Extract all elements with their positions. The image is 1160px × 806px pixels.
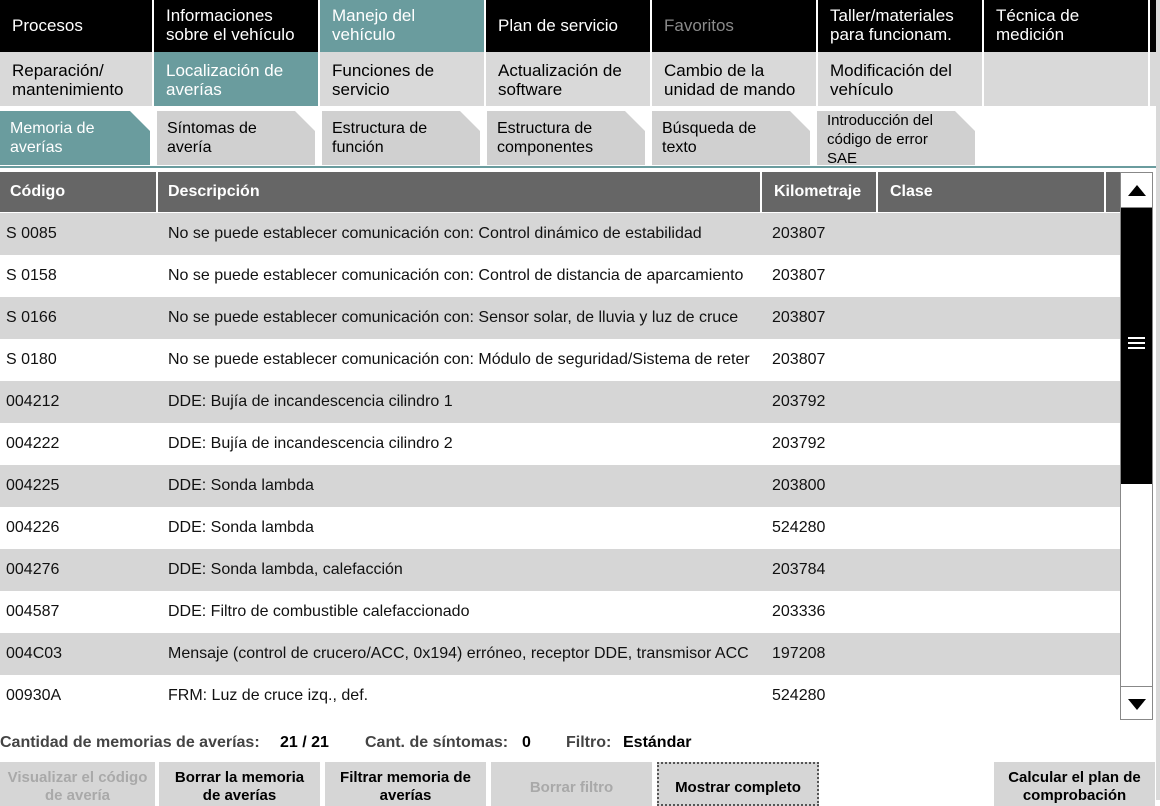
memory-count-value: 21 / 21 bbox=[280, 734, 329, 751]
cell-code: 004225 bbox=[6, 477, 60, 494]
tab-corner bbox=[790, 111, 810, 131]
scroll-down-button[interactable] bbox=[1120, 686, 1153, 720]
table-row[interactable] bbox=[0, 423, 1120, 465]
cell-mileage: 203807 bbox=[772, 267, 826, 284]
filter-value: Estándar bbox=[623, 734, 692, 751]
table-row[interactable] bbox=[0, 549, 1120, 591]
tab-corner bbox=[955, 111, 975, 131]
cell-description: No se puede establecer comunicación con: Módulo de seguridad/Sistema de reter bbox=[168, 351, 750, 368]
table-row[interactable] bbox=[0, 339, 1120, 381]
tab-underline bbox=[0, 166, 1160, 168]
cell-code: 004226 bbox=[6, 519, 60, 536]
subnav-software-update[interactable]: Actualización de software bbox=[486, 52, 650, 106]
nav-vehicle-info[interactable]: Informaciones sobre el vehículo bbox=[166, 6, 295, 44]
cell-code: 004C03 bbox=[6, 645, 63, 662]
cell-mileage: 203792 bbox=[772, 435, 826, 452]
tab-fault-memory[interactable] bbox=[0, 111, 150, 165]
cell-description: DDE: Bujía de incandescencia cilindro 2 bbox=[168, 435, 453, 452]
memory-count-label: Cantidad de memorias de averías: bbox=[0, 734, 260, 751]
calculate-test-plan-button[interactable]: Calcular el plan de comprobación bbox=[994, 762, 1155, 806]
tab-label: Búsqueda de texto bbox=[662, 120, 757, 156]
col-header-description[interactable]: Descripción bbox=[158, 172, 760, 212]
subnav-service-functions[interactable]: Funciones de servicio bbox=[320, 52, 484, 106]
nav-favorites[interactable]: Favoritos bbox=[664, 16, 734, 35]
table-row[interactable] bbox=[0, 465, 1120, 507]
col-header-code[interactable]: Código bbox=[0, 172, 156, 212]
tab-label: Estructura de componentes bbox=[497, 120, 594, 156]
cell-mileage: 203800 bbox=[772, 477, 826, 494]
cell-code: 004212 bbox=[6, 393, 60, 410]
subnav-empty bbox=[984, 52, 1148, 106]
cell-description: No se puede establecer comunicación con: Control dinámico de estabilidad bbox=[168, 225, 702, 242]
cell-mileage: 203807 bbox=[772, 351, 826, 368]
divider bbox=[1148, 52, 1150, 106]
tab-corner bbox=[295, 111, 315, 131]
nav-workshop[interactable]: Taller/materiales para funcionam. bbox=[830, 6, 954, 44]
subnav-vehicle-modification[interactable]: Modificación del vehículo bbox=[818, 52, 982, 106]
cell-description: DDE: Bujía de incandescencia cilindro 1 bbox=[168, 393, 453, 410]
cell-mileage: 203784 bbox=[772, 561, 826, 578]
tab-label: Memoria de averías bbox=[10, 120, 95, 156]
cell-code: 004222 bbox=[6, 435, 60, 452]
cell-description: DDE: Filtro de combustible calefaccionado bbox=[168, 603, 470, 620]
symptoms-count-label: Cant. de síntomas: bbox=[365, 734, 509, 751]
cell-code: S 0158 bbox=[6, 267, 57, 284]
nav-service-plan[interactable]: Plan de servicio bbox=[498, 16, 619, 35]
grip-icon bbox=[1128, 342, 1145, 344]
tab-label: Introducción del código de error SAE bbox=[827, 112, 933, 165]
cell-mileage: 197208 bbox=[772, 645, 826, 662]
symptoms-count-value: 0 bbox=[522, 734, 531, 751]
tab-label: Estructura de función bbox=[332, 120, 428, 156]
window-edge bbox=[1156, 0, 1160, 800]
cell-code: S 0085 bbox=[6, 225, 57, 242]
arrow-down-icon bbox=[1128, 699, 1146, 710]
tab-symptoms[interactable] bbox=[157, 111, 315, 165]
cell-description: DDE: Sonda lambda bbox=[168, 519, 314, 536]
tab-corner bbox=[460, 111, 480, 131]
cell-description: DDE: Sonda lambda, calefacción bbox=[168, 561, 403, 578]
table-row[interactable] bbox=[0, 213, 1120, 255]
col-header-mileage[interactable]: Kilometraje bbox=[762, 172, 876, 212]
tab-function-structure[interactable] bbox=[322, 111, 480, 165]
nav-measurement[interactable]: Técnica de medición bbox=[996, 6, 1080, 44]
nav-procesos[interactable]: Procesos bbox=[12, 16, 83, 35]
tab-label: Síntomas de avería bbox=[167, 120, 257, 156]
tab-corner bbox=[130, 111, 150, 131]
cell-description: No se puede establecer comunicación con: Sensor solar, de lluvia y luz de cruce bbox=[168, 309, 739, 326]
cell-mileage: 203807 bbox=[772, 225, 826, 242]
cell-description: FRM: Luz de cruce izq., def. bbox=[168, 687, 369, 704]
grip-icon bbox=[1128, 347, 1145, 349]
cell-mileage: 203807 bbox=[772, 309, 826, 326]
tab-sae-code[interactable] bbox=[817, 111, 975, 165]
table-row[interactable] bbox=[0, 675, 1120, 719]
table-row[interactable] bbox=[0, 633, 1120, 675]
cell-code: S 0166 bbox=[6, 309, 57, 326]
col-header-class[interactable]: Clase bbox=[878, 172, 1104, 212]
table-row[interactable] bbox=[0, 255, 1120, 297]
clear-filter-button[interactable]: Borrar filtro bbox=[491, 762, 652, 806]
col-header-filler bbox=[1106, 172, 1120, 212]
cell-code: 004587 bbox=[6, 603, 60, 620]
cell-description: DDE: Sonda lambda bbox=[168, 477, 314, 494]
cell-mileage: 524280 bbox=[772, 687, 826, 704]
cell-mileage: 203336 bbox=[772, 603, 826, 620]
arrow-up-icon bbox=[1128, 185, 1146, 196]
tab-component-structure[interactable] bbox=[487, 111, 645, 165]
table-row[interactable] bbox=[0, 591, 1120, 633]
show-complete-button[interactable]: Mostrar completo bbox=[657, 762, 819, 806]
nav-vehicle-handling[interactable]: Manejo del vehículo bbox=[320, 0, 484, 52]
divider bbox=[1148, 0, 1150, 52]
table-row[interactable] bbox=[0, 297, 1120, 339]
table-row[interactable] bbox=[0, 507, 1120, 549]
cell-code: 004276 bbox=[6, 561, 60, 578]
subnav-repair[interactable]: Reparación/ mantenimiento bbox=[0, 52, 152, 106]
cell-mileage: 203792 bbox=[772, 393, 826, 410]
show-fault-code-button[interactable]: Visualizar el código de avería bbox=[0, 762, 155, 806]
table-row[interactable] bbox=[0, 381, 1120, 423]
subnav-control-unit-change[interactable]: Cambio de la unidad de mando bbox=[652, 52, 816, 106]
tab-corner bbox=[625, 111, 645, 131]
cell-description: Mensaje (control de crucero/ACC, 0x194) erróneo, receptor DDE, transmisor ACC bbox=[168, 645, 749, 662]
filter-fault-memory-button[interactable]: Filtrar memoria de averías bbox=[325, 762, 486, 806]
scroll-up-button[interactable] bbox=[1120, 172, 1153, 208]
filter-label: Filtro: bbox=[566, 734, 612, 751]
cell-description: No se puede establecer comunicación con: Control de distancia de aparcamiento bbox=[168, 267, 744, 284]
cell-code: 00930A bbox=[6, 687, 62, 704]
grip-icon bbox=[1128, 337, 1145, 339]
subnav-fault-localization[interactable]: Localización de averías bbox=[154, 52, 318, 106]
delete-fault-memory-button[interactable]: Borrar la memoria de averías bbox=[159, 762, 320, 806]
tab-text-search[interactable] bbox=[652, 111, 810, 165]
cell-mileage: 524280 bbox=[772, 519, 826, 536]
scrollbar-thumb[interactable] bbox=[1121, 208, 1152, 484]
cell-code: S 0180 bbox=[6, 351, 57, 368]
